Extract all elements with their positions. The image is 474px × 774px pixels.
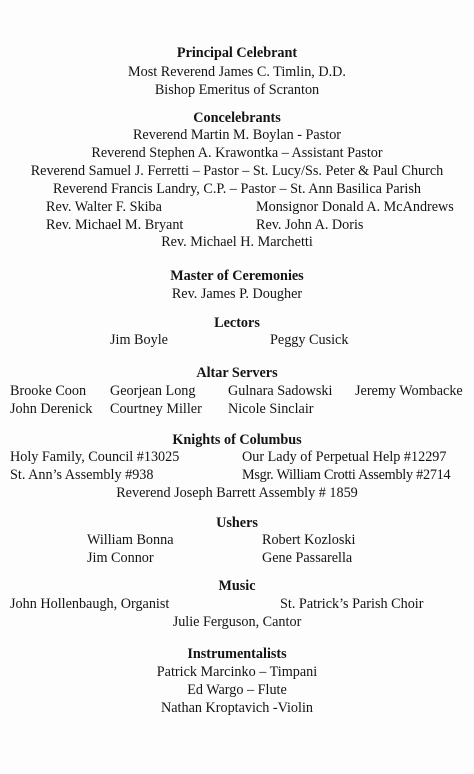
usher-name: Gene Passarella — [262, 550, 353, 566]
music-performer: John Hollenbaugh, Organist — [10, 596, 170, 612]
concelebrants-heading: Concelebrants — [193, 110, 281, 126]
instrumentalist-name: Ed Wargo – Flute — [187, 682, 287, 698]
ushers-heading: Ushers — [216, 515, 258, 531]
master-of-ceremonies-heading: Master of Ceremonies — [170, 268, 304, 284]
knights-of-columbus-heading: Knights of Columbus — [172, 432, 302, 448]
music-performer: St. Patrick’s Parish Choir — [280, 596, 424, 612]
altar-server-name: Brooke Coon — [10, 383, 87, 399]
concelebrant-line: Reverend Francis Landry, C.P. – Pastor – St. Ann Basilica Parish — [53, 181, 421, 197]
usher-name: Jim Connor — [87, 550, 154, 566]
altar-server-name: Georjean Long — [110, 383, 196, 399]
instrumentalists-heading: Instrumentalists — [187, 646, 287, 662]
altar-server-name: Courtney Miller — [110, 401, 202, 417]
principal-celebrant-heading: Principal Celebrant — [176, 45, 298, 61]
lectors-heading: Lectors — [214, 315, 260, 331]
concelebrant-left: Rev. Michael M. Bryant — [46, 217, 184, 233]
music-performer: Julie Ferguson, Cantor — [172, 614, 302, 630]
concelebrant-line: Rev. Michael H. Marchetti — [161, 234, 313, 250]
concelebrant-line: Reverend Stephen A. Krawontka – Assistant Pastor — [91, 145, 383, 161]
instrumentalist-name: Patrick Marcinko – Timpani — [156, 664, 318, 680]
principal-celebrant-name: Most Reverend James C. Timlin, D.D. — [128, 64, 346, 80]
concelebrant-right: Rev. John A. Doris — [256, 217, 364, 233]
instrumentalist-name: Nathan Kroptavich -Violin — [160, 700, 314, 716]
knights-council: St. Ann’s Assembly #938 — [10, 467, 154, 483]
lector-name: Jim Boyle — [110, 332, 168, 348]
altar-server-name: Nicole Sinclair — [228, 401, 314, 417]
knights-council: Our Lady of Perpetual Help #12297 — [242, 449, 447, 465]
usher-name: William Bonna — [87, 532, 174, 548]
knights-council: Holy Family, Council #13025 — [10, 449, 180, 465]
knights-council: Msgr. William Crotti Assembly #2714 — [242, 467, 451, 483]
lector-name: Peggy Cusick — [270, 332, 349, 348]
altar-server-name: Jeremy Wombacke — [355, 383, 463, 399]
altar-servers-heading: Altar Servers — [196, 365, 278, 381]
concelebrant-left: Rev. Walter F. Skiba — [46, 199, 162, 215]
concelebrant-line: Reverend Samuel J. Ferretti – Pastor – St. Lucy/Ss. Peter & Paul Church — [30, 163, 444, 179]
usher-name: Robert Kozloski — [262, 532, 356, 548]
altar-server-name: John Derenick — [10, 401, 93, 417]
master-of-ceremonies-name: Rev. James P. Dougher — [171, 286, 303, 302]
altar-server-name: Gulnara Sadowski — [228, 383, 333, 399]
concelebrant-right: Monsignor Donald A. McAndrews — [256, 199, 454, 215]
music-heading: Music — [218, 578, 256, 594]
knights-council: Reverend Joseph Barrett Assembly # 1859 — [116, 485, 358, 501]
concelebrant-line: Reverend Martin M. Boylan - Pastor — [132, 127, 342, 143]
principal-celebrant-title: Bishop Emeritus of Scranton — [154, 82, 320, 98]
